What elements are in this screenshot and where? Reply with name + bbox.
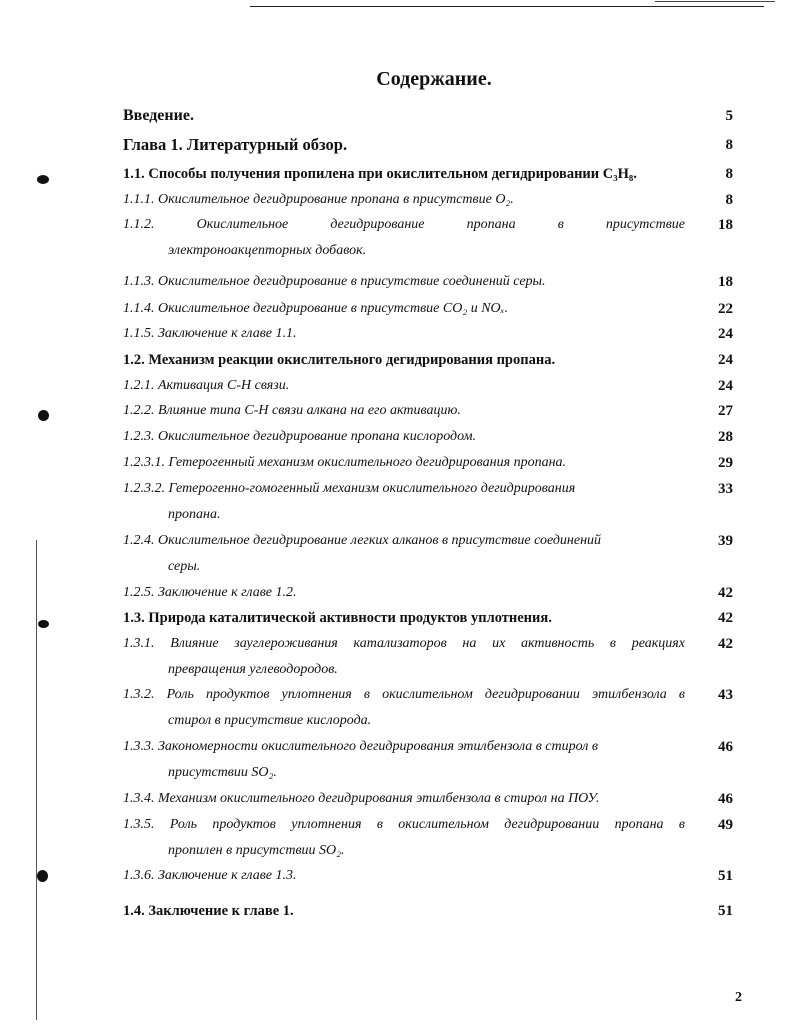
toc-entry-text: 1.2. Механизм реакции окислительного дегидрирования пропана.	[123, 352, 556, 368]
toc-entry-text: 1.3. Природа каталитической активности продуктов уплотнения.	[123, 610, 552, 626]
scan-speck	[38, 410, 49, 421]
toc-entry	[123, 580, 733, 606]
toc-entry	[123, 450, 733, 476]
toc-entry-text: 1.2.4. Окислительное дегидрирование легких алканов в присутствие соединений	[123, 533, 602, 548]
toc-entry-page: 18	[718, 274, 733, 290]
toc-entry-text-continued: пропилен в присутствии SO₂.	[168, 843, 345, 858]
toc-entry-text: 1.2.1. Активация С-Н связи.	[123, 378, 290, 393]
toc-entry-text: 1.3.6. Заключение к главе 1.3.	[123, 868, 297, 883]
toc-entry-text-continued: присутствии SO₂.	[168, 765, 277, 780]
toc-entry-text: 1.1.5. Заключение к главе 1.1.	[123, 326, 297, 341]
page-number: 2	[735, 990, 742, 1005]
toc-entry-page: 46	[718, 739, 733, 755]
toc-entry-page: 42	[718, 636, 733, 652]
toc-entry-text: 1.2.2. Влияние типа С-Н связи алкана на его активацию.	[123, 403, 461, 418]
toc-entry-page: 24	[718, 326, 733, 342]
toc-entry	[123, 424, 733, 450]
toc-entry-page: 49	[718, 817, 733, 833]
toc-entry-text: 1.3.5. Роль продуктов уплотнения в окислительном дегидрировании пропана в	[123, 817, 685, 832]
toc-entry	[123, 631, 733, 683]
toc-entry-page: 5	[725, 108, 733, 124]
toc-entry-text: 1.1.4. Окислительное дегидрирование в присутствие СО₂ и NOₓ.	[123, 301, 509, 316]
toc-entry-text: 1.3.1. Влияние зауглероживания катализаторов на их активность в реакциях	[123, 636, 685, 651]
toc-entry-page: 28	[718, 429, 733, 445]
toc-entry	[123, 398, 733, 424]
scan-speck	[37, 870, 48, 882]
toc-entry	[123, 132, 733, 158]
toc-entry-text: 1.1. Способы получения пропилена при окислительном дегидрировании С₃Н₈.	[123, 166, 637, 182]
toc-entry-text-continued: пропана.	[168, 507, 221, 522]
toc-entry	[123, 269, 733, 295]
scan-speck	[38, 620, 49, 628]
toc-entry	[123, 528, 733, 580]
toc-entry	[123, 212, 733, 264]
toc-entry	[123, 187, 733, 213]
toc-entry-page: 51	[718, 868, 733, 884]
toc-entry	[123, 347, 733, 373]
toc-entry-text: 1.2.3. Окислительное дегидрирование пропана кислородом.	[123, 429, 477, 444]
toc-entry	[123, 786, 733, 812]
toc-entry	[123, 898, 733, 924]
toc-entry-page: 24	[718, 352, 733, 368]
page-title: Содержание.	[376, 68, 492, 90]
toc-entry	[123, 605, 733, 631]
toc-entry-page: 8	[725, 137, 733, 153]
toc-entry-text-continued: превращения углеводородов.	[168, 662, 338, 677]
toc-entry-text: 1.1.3. Окислительное дегидрирование в присутствие соединений серы.	[123, 274, 546, 289]
scan-edge-line	[250, 6, 764, 7]
toc-entry-text: 1.3.2. Роль продуктов уплотнения в окислительном дегидрировании этилбензола в	[123, 687, 685, 702]
toc-entry-page: 42	[718, 610, 733, 626]
toc-entry	[123, 863, 733, 889]
toc-entry-page: 43	[718, 687, 733, 703]
toc-entry-text: 1.2.3.1. Гетерогенный механизм окислительного дегидрирования пропана.	[123, 455, 567, 470]
toc-entry	[123, 734, 733, 786]
toc-entry-text: 1.3.3. Закономерности окислительного дегидрирования этилбензола в стирол в	[123, 739, 598, 754]
toc-entry-text-continued: серы.	[168, 559, 201, 574]
toc-entry-page: 51	[718, 903, 733, 919]
toc-entry	[123, 373, 733, 399]
toc-entry-text-continued: электроноакцепторных добавок.	[168, 243, 367, 258]
toc-entry-page: 24	[718, 378, 733, 394]
toc-entry-page: 8	[725, 192, 733, 208]
toc-entry-page: 39	[718, 533, 733, 549]
toc-entry-text: 1.1.1. Окислительное дегидрирование пропана в присутствие О₂.	[123, 192, 514, 207]
toc-entry	[123, 476, 733, 528]
toc-entry	[123, 161, 733, 187]
toc-entry-text: 1.2.3.2. Гетерогенно-гомогенный механизм окислительного дегидрирования	[123, 481, 576, 496]
toc-entry-text: Введение.	[123, 107, 194, 124]
scan-speck	[37, 175, 49, 184]
toc-entry	[123, 296, 733, 322]
toc-entry-page: 33	[718, 481, 733, 497]
toc-entry	[123, 682, 733, 734]
toc-entry-text: 1.2.5. Заключение к главе 1.2.	[123, 585, 297, 600]
toc-entry	[123, 321, 733, 347]
scan-edge-line	[655, 1, 775, 2]
toc-entry-page: 27	[718, 403, 733, 419]
toc-entry	[123, 812, 733, 864]
scan-margin-line	[36, 540, 37, 1020]
toc-entry-page: 18	[718, 217, 733, 233]
toc-entry-text: Глава 1. Литературный обзор.	[123, 135, 348, 154]
toc-entry-page: 8	[725, 166, 733, 182]
toc-entry-text: 1.1.2. Окислительное дегидрирование пропана в присутствие	[123, 217, 685, 232]
toc-entry-text-continued: стирол в присутствие кислорода.	[168, 713, 372, 728]
toc-entry-text: 1.4. Заключение к главе 1.	[123, 903, 294, 919]
toc-entry-page: 22	[718, 301, 733, 317]
toc-entry-page: 46	[718, 791, 733, 807]
toc-entry-text: 1.3.4. Механизм окислительного дегидрирования этилбензола в стирол на ПОУ.	[123, 791, 600, 806]
toc-entry-page: 29	[718, 455, 733, 471]
toc-entry	[123, 103, 733, 129]
toc-entry-page: 42	[718, 585, 733, 601]
